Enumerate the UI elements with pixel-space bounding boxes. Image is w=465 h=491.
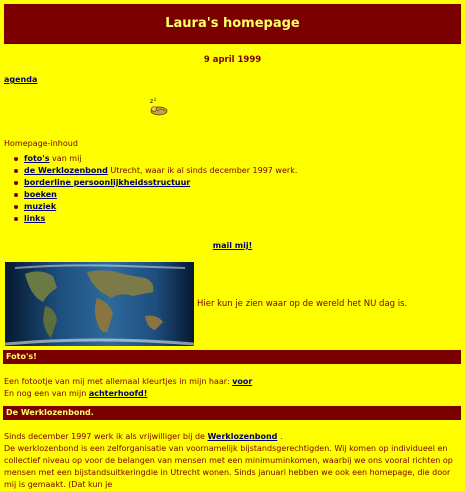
contents-menu (3, 153, 297, 225)
homepage-contents-label: Homepage-inhoud (4, 139, 78, 148)
sleeping-figure-icon (148, 96, 170, 116)
fotos-section-heading (3, 350, 461, 364)
agenda-link[interactable]: agenda (4, 75, 38, 84)
menu-item-text: van mij (49, 154, 82, 163)
links-link[interactable]: links (24, 214, 46, 223)
fotos-line-2-text: En nog een van mijn (4, 389, 89, 398)
werklozenbond-paragraph (4, 431, 462, 491)
menu-item-fotos (24, 153, 297, 165)
menu-item-boeken (24, 189, 297, 201)
fotos-line-1 (4, 376, 252, 388)
boeken-link[interactable]: boeken (24, 190, 57, 199)
mail-link[interactable]: mail mij! (212, 241, 253, 250)
world-daylight-map-image (5, 262, 194, 346)
mail-row (0, 241, 465, 250)
page-header (4, 4, 461, 44)
section-heading-text: Foto's! (6, 352, 37, 361)
page-date: 9 april 1999 (203, 55, 262, 65)
werklozenbond-section-heading (3, 406, 461, 420)
werklozenbond-intro: Sinds december 1997 werk ik als vrijwilliger bij de (4, 432, 208, 441)
earth-caption: Hier kun je zien waar op de wereld het NU dag is. (197, 299, 408, 309)
werklozenbond-inline-link[interactable]: Werklozenbond (207, 432, 278, 441)
muziek-link[interactable]: muziek (24, 202, 57, 211)
fotos-line-1-text: Een fotootje van mij met allemaal kleurtjes in mijn haar: (4, 377, 233, 386)
svg-text:z: z (154, 97, 157, 102)
borderline-link[interactable]: borderline persoonlijkheidsstructuur (24, 178, 191, 187)
achterhoofd-photo-link[interactable]: achterhoofd! (88, 389, 148, 398)
menu-item-werklozenbond (24, 165, 297, 177)
werklozenbond-body: . De werklozenbond is een zelforganisatie van voornamelijk bijstandsgerechtigden. Wij komen op individueel en collectief niveau op voor de belangen van mensen met een minimuminkomen, waarbij we ons vooral richten op mensen met een bijstandsuitkeringdie in Utrecht wonen. Sinds januari hebben we ook een homepage, die door mij is gemaakt. (Dat kun je (4, 432, 453, 489)
section-heading-text: De Werklozenbond. (6, 408, 94, 417)
werklozenbond-link[interactable]: de Werklozenbond (24, 166, 108, 175)
page-title: Laura's homepage (165, 16, 300, 31)
menu-item-links (24, 213, 297, 225)
svg-text:z: z (150, 98, 154, 105)
fotos-line-2 (4, 388, 147, 400)
fotos-link[interactable]: foto's (24, 154, 50, 163)
menu-item-text: Utrecht, waar ik al sinds december 1997 werk. (107, 166, 298, 175)
voor-photo-link[interactable]: voor (232, 377, 253, 386)
menu-item-muziek (24, 201, 297, 213)
menu-item-borderline (24, 177, 297, 189)
